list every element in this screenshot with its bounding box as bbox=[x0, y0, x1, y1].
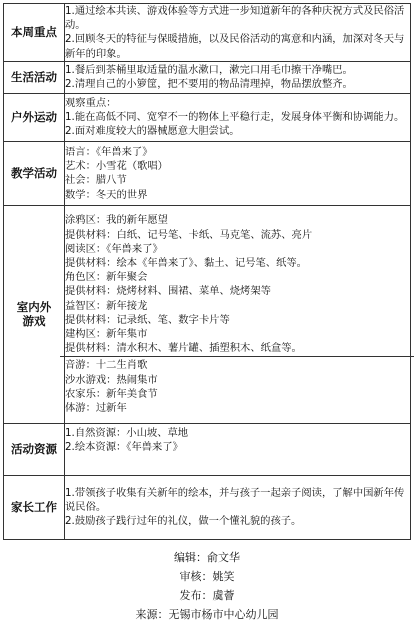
teaching-line-2: 艺术：小雪花（歌唱） bbox=[65, 160, 168, 173]
outdoor-game-line-1: 音游：十二生肖歌 bbox=[65, 359, 148, 372]
content-weekly-focus bbox=[65, 4, 411, 62]
content-daily-life bbox=[65, 61, 411, 93]
content-games bbox=[65, 205, 411, 423]
indoor-line-3: 阅读区：《年兽来了》 bbox=[65, 242, 163, 255]
outdoor-game-line-4: 体游：过新年 bbox=[65, 402, 127, 415]
indoor-line-1: 涂鸦区：我的新年愿望 bbox=[65, 214, 168, 227]
indoor-line-6: 提供材料：烧烤材料、围裙、菜单、烧烤架等 bbox=[65, 285, 271, 298]
label-parents: 家长工作 bbox=[4, 475, 65, 539]
focus-line-2: 2.回顾冬天的特征与保暖措施，以及民俗活动的寓意和内涵，加深对冬天与新年的印象。 bbox=[65, 33, 405, 60]
credits-footer bbox=[0, 548, 414, 624]
outdoor-game-line-2: 沙水游戏：热闹集市 bbox=[65, 373, 158, 386]
outdoor-line-3: 2.面对难度较大的器械愿意大胆尝试。 bbox=[65, 125, 240, 138]
indoor-line-5: 角色区：新年聚会 bbox=[65, 271, 148, 284]
row-games bbox=[4, 205, 411, 423]
outdoor-games-section bbox=[60, 356, 414, 415]
label-resources: 活动资源 bbox=[4, 423, 65, 475]
label-weekly-focus: 本周重点 bbox=[4, 4, 65, 62]
row-resources bbox=[4, 423, 411, 475]
teaching-line-1: 语言：《年兽来了》 bbox=[65, 145, 153, 158]
indoor-games-section bbox=[65, 213, 410, 355]
row-daily-life bbox=[4, 61, 411, 93]
outdoor-line-2: 1.能在高低不同、宽窄不一的物体上平稳行走，发展身体平衡和协调能力。 bbox=[65, 111, 405, 124]
teaching-line-3: 社会：腊八节 bbox=[65, 174, 127, 187]
resources-line-1: 1.自然资源：小山坡、草地 bbox=[65, 426, 189, 439]
indoor-line-9: 建构区：新年集市 bbox=[65, 328, 148, 341]
resources-line-2: 2.绘本资源：《年兽来了》 bbox=[65, 441, 183, 454]
row-parents bbox=[4, 475, 411, 539]
reviewer-credit: 审核：姚笑 bbox=[179, 570, 235, 583]
editor-credit: 编辑：俞文华 bbox=[174, 551, 240, 564]
weekly-plan-table bbox=[3, 3, 411, 540]
indoor-line-2: 提供材料：白纸、记号笔、卡纸、马克笔、流苏、亮片 bbox=[65, 228, 313, 241]
life-line-1: 1.餐后到茶桶里取适量的温水漱口，漱完口用毛巾擦干净嘴巴。 bbox=[65, 64, 353, 77]
label-games-line-2: 游戏 bbox=[22, 314, 46, 329]
outdoor-game-line-3: 农家乐：新年美食节 bbox=[65, 387, 158, 400]
indoor-line-10: 提供材料：清水积木、薯片罐、插塑积木、纸盒等。 bbox=[65, 342, 302, 355]
label-teaching: 教学活动 bbox=[4, 141, 65, 205]
row-teaching bbox=[4, 141, 411, 205]
focus-line-1: 1.通过绘本共读、游戏体验等方式进一步知道新年的各种庆祝方式及民俗活动。 bbox=[65, 5, 405, 32]
row-weekly-focus bbox=[4, 4, 411, 62]
label-games-line-1: 室内外 bbox=[16, 300, 52, 315]
label-daily-life: 生活活动 bbox=[4, 61, 65, 93]
row-outdoor-exercise bbox=[4, 93, 411, 141]
outdoor-line-1: 观察重点： bbox=[65, 97, 117, 109]
content-parents bbox=[65, 475, 411, 539]
publisher-credit: 发布：虞薈 bbox=[179, 589, 235, 602]
label-outdoor-exercise: 户外运动 bbox=[4, 93, 65, 141]
source-credit: 来源：无锡市杨市中心幼儿园 bbox=[135, 608, 279, 621]
label-games bbox=[4, 205, 65, 423]
content-teaching bbox=[65, 141, 411, 205]
parents-line-2: 2.鼓励孩子践行过年的礼仪，做一个懂礼貌的孩子。 bbox=[65, 515, 302, 528]
content-outdoor-exercise bbox=[65, 93, 411, 141]
content-resources bbox=[65, 423, 411, 475]
indoor-line-7: 益智区：新年接龙 bbox=[65, 299, 148, 312]
parents-line-1: 1.带领孩子收集有关新年的绘本，并与孩子一起亲子阅读，了解中国新年传说民俗。 bbox=[65, 487, 405, 514]
indoor-line-8: 提供材料：记录纸、笔、数字卡片等 bbox=[65, 313, 230, 326]
life-line-2: 2.清理自己的小箩筐，把不要用的物品清理掉，物品摆放整齐。 bbox=[65, 78, 353, 91]
indoor-line-4: 提供材料：绘本《年兽来了》、黏土、记号笔、纸等。 bbox=[65, 257, 307, 269]
teaching-line-4: 数学：冬天的世界 bbox=[65, 188, 148, 201]
